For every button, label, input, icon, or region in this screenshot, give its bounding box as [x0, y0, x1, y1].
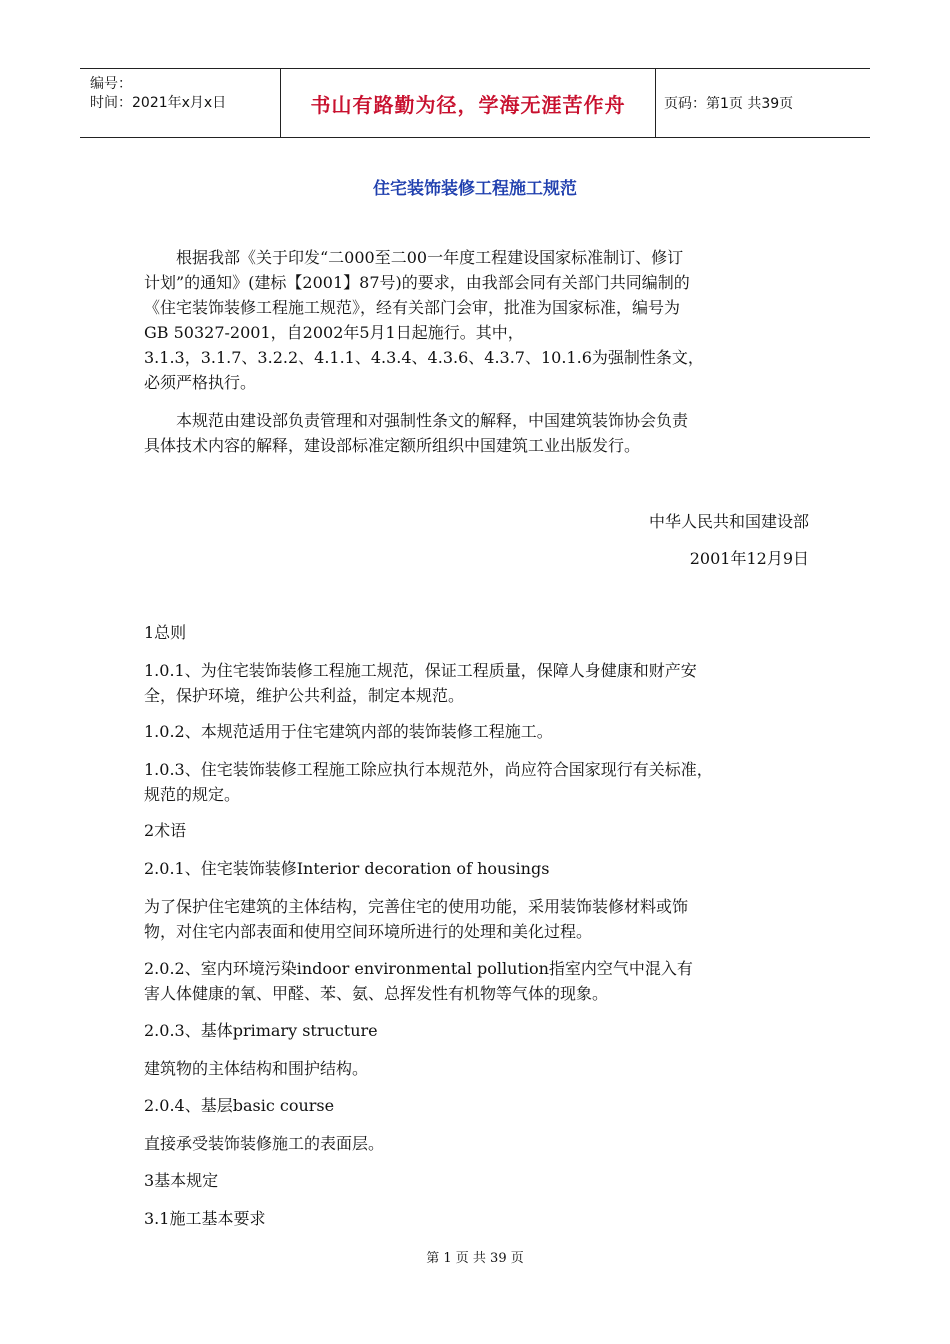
document-number-label: 编号：: [90, 76, 132, 92]
section-2-heading: 2术语: [144, 821, 187, 840]
term-2-0-3-definition: 建筑物的主体结构和围护结构。: [144, 1059, 369, 1078]
header-page-info: 页码：第1页 共39页: [664, 96, 794, 112]
intro-line: 计划”的通知》(建标【2001】87号)的要求，由我部会同有关部门共同编制的: [144, 273, 690, 292]
term-2-0-2: [144, 956, 809, 1006]
clause-1-0-1: [144, 658, 809, 708]
clause-line: 规范的规定。: [144, 785, 241, 804]
page-footer: 第 1 页 共 39 页: [426, 1251, 524, 1266]
intro-line: 必须严格执行。: [144, 373, 257, 392]
definition-line: 2.0.2、室内环境污染indoor environmental pollution指室内空气中混入有: [144, 959, 693, 978]
section-3-1-heading: 3.1施工基本要求: [144, 1209, 266, 1228]
intro-line: GB 50327-2001，自2002年5月1日起施行。其中，: [144, 323, 524, 342]
section-1-heading: 1总则: [144, 623, 187, 642]
intro2-line: 本规范由建设部负责管理和对强制性条文的解释，中国建筑装饰协会负责: [176, 411, 689, 430]
clause-1-0-2: 1.0.2、本规范适用于住宅建筑内部的装饰装修工程施工。: [144, 722, 553, 741]
definition-line: 物，对住宅内部表面和使用空间环境所进行的处理和美化过程。: [144, 922, 593, 941]
signature-date: 2001年12月9日: [689, 549, 809, 568]
term-2-0-4: 2.0.4、基层basic course: [144, 1096, 335, 1115]
clause-line: 1.0.1、为住宅装饰装修工程施工规范，保证工程质量，保障人身健康和财产安: [144, 661, 697, 680]
intro2-line: 具体技术内容的解释，建设部标准定额所组织中国建筑工业出版发行。: [144, 436, 641, 455]
intro-line: 3.1.3，3.1.7、3.2.2、4.1.1、4.3.4、4.3.6、4.3.7、10.1.6为强制性条文，: [144, 348, 704, 367]
header-motto-cell: [280, 69, 656, 137]
term-2-0-4-definition: 直接承受装饰装修施工的表面层。: [144, 1134, 385, 1153]
term-2-0-1: 2.0.1、住宅装饰装修Interior decoration of housings: [144, 859, 550, 878]
clause-1-0-3: [144, 757, 809, 807]
clause-line: 1.0.3、住宅装饰装修工程施工除应执行本规范外，尚应符合国家现行有关标准，: [144, 760, 713, 779]
intro-paragraph: [144, 245, 809, 395]
page-header: [80, 68, 870, 138]
term-2-0-1-definition: [144, 894, 809, 944]
header-motto: 书山有路勤为径，学海无涯苦作舟: [310, 92, 626, 117]
definition-line: 为了保护住宅建筑的主体结构，完善住宅的使用功能，采用装饰装修材料或饰: [144, 897, 689, 916]
definition-line: 害人体健康的氧、甲醛、苯、氨、总挥发性有机物等气体的现象。: [144, 984, 609, 1003]
intro-line: 根据我部《关于印发“二000至二00一年度工程建设国家标准制订、修订: [176, 248, 684, 267]
intro-paragraph-2: [144, 408, 809, 458]
document-title: 住宅装饰装修工程施工规范: [373, 179, 577, 199]
header-meta: [80, 69, 280, 137]
intro-line: 《住宅装饰装修工程施工规范》，经有关部门会审，批准为国家标准，编号为: [144, 298, 681, 317]
term-2-0-3: 2.0.3、基体primary structure: [144, 1021, 378, 1040]
signature: 中华人民共和国建设部: [648, 512, 809, 531]
clause-line: 全，保护环境，维护公共利益，制定本规范。: [144, 686, 465, 705]
document-time-label: 时间：2021年x月x日: [90, 95, 227, 111]
section-3-heading: 3基本规定: [144, 1171, 219, 1190]
